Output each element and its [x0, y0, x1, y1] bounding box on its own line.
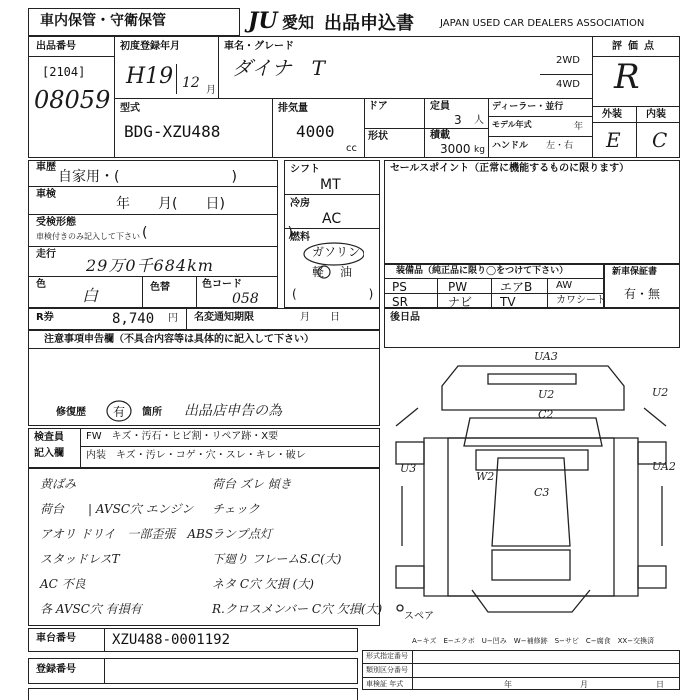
interior-value: C	[652, 128, 668, 152]
warranty-label: 新車保証書	[612, 267, 658, 277]
dealer-label: ディーラー・並行	[492, 102, 564, 112]
capacity-value: 3	[454, 113, 462, 127]
reg-year-era: H19	[126, 64, 174, 89]
footer-owner-label: 車検証 年式	[366, 680, 404, 688]
r-ticket-unit: 円	[168, 313, 178, 324]
damage-label: C3	[534, 486, 550, 499]
load-value: 3000	[440, 142, 471, 156]
capacity-unit: 人	[474, 115, 484, 126]
drive-4wd: 4WD	[556, 79, 580, 90]
registration-label: 登録番号	[36, 664, 76, 675]
damage-legend: A−キズ E−エクボ U−凹み W−補修跡 S−サビ C−腐食 XX−交換済	[412, 637, 655, 645]
equipment-item: エアB	[500, 280, 533, 294]
interior-label: 内装	[646, 109, 666, 120]
remark-left: 荷台 | AVSC穴 エンジン	[40, 502, 194, 516]
footer-model-label: 形式指定番号	[366, 652, 408, 660]
warranty-value: 有・無	[624, 287, 661, 301]
damage-label: U3	[400, 462, 417, 475]
receipt-value: ( )	[142, 225, 293, 241]
inspector-row-2: 内装 キズ・汚レ・コゲ・穴・スレ・キレ・破レ	[86, 450, 306, 461]
equipment-item: カワシート	[556, 295, 606, 306]
repair-history-value: 有	[113, 405, 126, 419]
shape-label: 形状	[368, 131, 388, 142]
rear-item-frame	[384, 308, 680, 348]
repair-history-label: 修復歴	[56, 407, 86, 418]
receipt-sub: 車検付きのみ記入して下さい	[36, 232, 140, 241]
fuel-oil: 油	[340, 265, 353, 279]
receipt-label: 受検形態	[36, 217, 76, 228]
remark-right: 下廻り フレームS.C(大)	[212, 552, 342, 566]
color-label: 色	[36, 279, 46, 290]
place-label: 箇所	[142, 407, 162, 418]
footer-cat-label: 類別区分番号	[366, 666, 408, 674]
reg-month: 12	[182, 75, 200, 91]
capacity-label: 定員	[430, 101, 450, 112]
lot-number: 08059	[34, 86, 111, 114]
ac-label: 冷房	[290, 198, 310, 209]
handle-label: ハンドル	[492, 141, 529, 151]
lot-label: 出品番号	[36, 41, 76, 52]
exterior-value: E	[606, 128, 621, 152]
handle-value: 左・右	[546, 141, 574, 151]
sales-point-label: セールスポイント（正常に機能するものに限ります）	[390, 163, 630, 174]
remark-right: チェック	[212, 502, 260, 516]
history-value: 自家用・( )	[58, 169, 237, 185]
damage-label: C2	[538, 408, 554, 421]
transfer-label: 名変通知期限	[194, 312, 254, 323]
ac-value: AC	[322, 211, 342, 227]
spare-label: スペア	[404, 611, 434, 622]
load-label: 積載	[430, 130, 450, 141]
color-code-value: 058	[232, 291, 259, 307]
place-value: 出品店申告の為	[184, 403, 282, 419]
damage-label: U2	[652, 386, 669, 399]
remark-right: ネタ C穴 欠損 (大)	[212, 577, 314, 591]
mileage-label: 走行	[36, 249, 56, 260]
damage-label: UA2	[652, 460, 676, 473]
ju-logo: JU	[248, 8, 278, 34]
equipment-item: PW	[448, 280, 468, 294]
transfer-unit: 月 日	[300, 312, 340, 323]
footer-month-unit: 月	[580, 680, 588, 689]
equipment-item: PS	[392, 280, 407, 294]
displacement-unit: cc	[346, 143, 357, 154]
remark-right: R.クロスメンバー C穴 欠損(大)	[212, 602, 383, 616]
footer-day-unit: 日	[656, 680, 664, 689]
fuel-paren: ( )	[292, 287, 374, 301]
vehicle-diagram	[388, 346, 684, 626]
drive-2wd: 2WD	[556, 55, 580, 66]
chassis-label: 車台番号	[36, 633, 76, 644]
mileage-value: 29万0千684km	[86, 256, 214, 275]
registration-frame	[28, 658, 358, 684]
score-value: R	[614, 57, 640, 97]
english-title: JAPAN USED CAR DEALERS ASSOCIATION	[440, 18, 645, 29]
color-code-label: 色コード	[202, 279, 242, 290]
reg-month-unit: 月	[206, 85, 216, 96]
chassis-value: XZU488-0001192	[112, 632, 231, 648]
shift-label: シフト	[290, 164, 320, 175]
remark-right: ランプ点灯	[212, 527, 273, 541]
rear-item-label: 後日品	[390, 312, 420, 323]
model-label: 型式	[120, 103, 140, 114]
footer-year-unit: 年	[504, 680, 512, 689]
exterior-label: 外装	[602, 109, 622, 120]
equipment-item: ナビ	[448, 295, 473, 309]
score-label: 評価点	[612, 41, 660, 52]
displacement-label: 排気量	[278, 103, 308, 114]
storage-title: 車内保管・守衛保管	[40, 13, 166, 29]
registration-bottom-frame	[28, 688, 358, 700]
color-value: 白	[82, 286, 99, 305]
inspection-value: 年 月( 日)	[116, 196, 225, 212]
displacement-value: 4000	[296, 122, 335, 141]
damage-label: W2	[476, 470, 495, 483]
shift-value: MT	[320, 177, 341, 193]
model-value: BDG-XZU488	[124, 122, 221, 141]
reg-year-label: 初度登録年月	[120, 41, 180, 52]
remark-left: 黄ばみ	[40, 477, 77, 491]
repair-circle-mark	[105, 399, 133, 423]
doors-label: ドア	[368, 101, 388, 112]
equipment-item: TV	[500, 295, 516, 309]
inspector-label-2: 記入欄	[34, 448, 64, 459]
r-ticket-label: R券	[36, 312, 54, 323]
remark-left: AC 不良	[40, 577, 86, 591]
car-name-label: 車名・グレード	[224, 41, 294, 52]
load-unit: kg	[474, 145, 485, 155]
svg-text:UA3U2C2U2W2U3C3UA2	[400, 350, 676, 499]
remark-right: 荷台 ズレ 傾き	[212, 477, 292, 491]
notes-label: 注意事項申告欄（不具合内容等は具体的に記入して下さい）	[44, 334, 314, 345]
sheet-title: 出品申込書	[324, 13, 414, 34]
history-label: 車歴	[36, 162, 56, 173]
model-year-unit: 年	[574, 122, 584, 132]
inspection-label: 車検	[36, 189, 56, 200]
inspector-label-1: 検査員	[34, 432, 64, 443]
inspector-row-1: FW キズ・汚石・ヒビ割・リペア跡・X要	[86, 431, 279, 442]
color-change-label: 色替	[150, 282, 170, 293]
fuel-label: 燃料	[290, 232, 310, 243]
equipment-label: 装備品（純正品に限り◯をつけて下さい）	[396, 266, 569, 276]
car-name-value: ダイナ T	[232, 56, 325, 80]
model-year-label: モデル年式	[492, 120, 532, 129]
damage-label: UA3	[534, 350, 558, 363]
fuel-light: 軽	[312, 265, 325, 279]
lot-bracket: [2104]	[42, 65, 86, 79]
damage-label: U2	[538, 388, 555, 401]
remark-left: 各 AVSC穴 有損有	[40, 602, 142, 616]
equipment-item: SR	[392, 295, 408, 309]
equipment-item: AW	[556, 280, 573, 291]
r-ticket-value: 8,740	[112, 311, 155, 327]
fuel-gasoline: ガソリン	[312, 245, 361, 259]
remark-left: アオリ ドリイ 一部歪張 ABS	[40, 527, 214, 541]
sales-point-frame	[384, 160, 680, 264]
org-name: 愛知	[282, 13, 315, 32]
remark-left: スタッドレスT	[40, 552, 120, 566]
footer-table	[362, 650, 680, 690]
fuel-circle-mark	[300, 240, 364, 284]
